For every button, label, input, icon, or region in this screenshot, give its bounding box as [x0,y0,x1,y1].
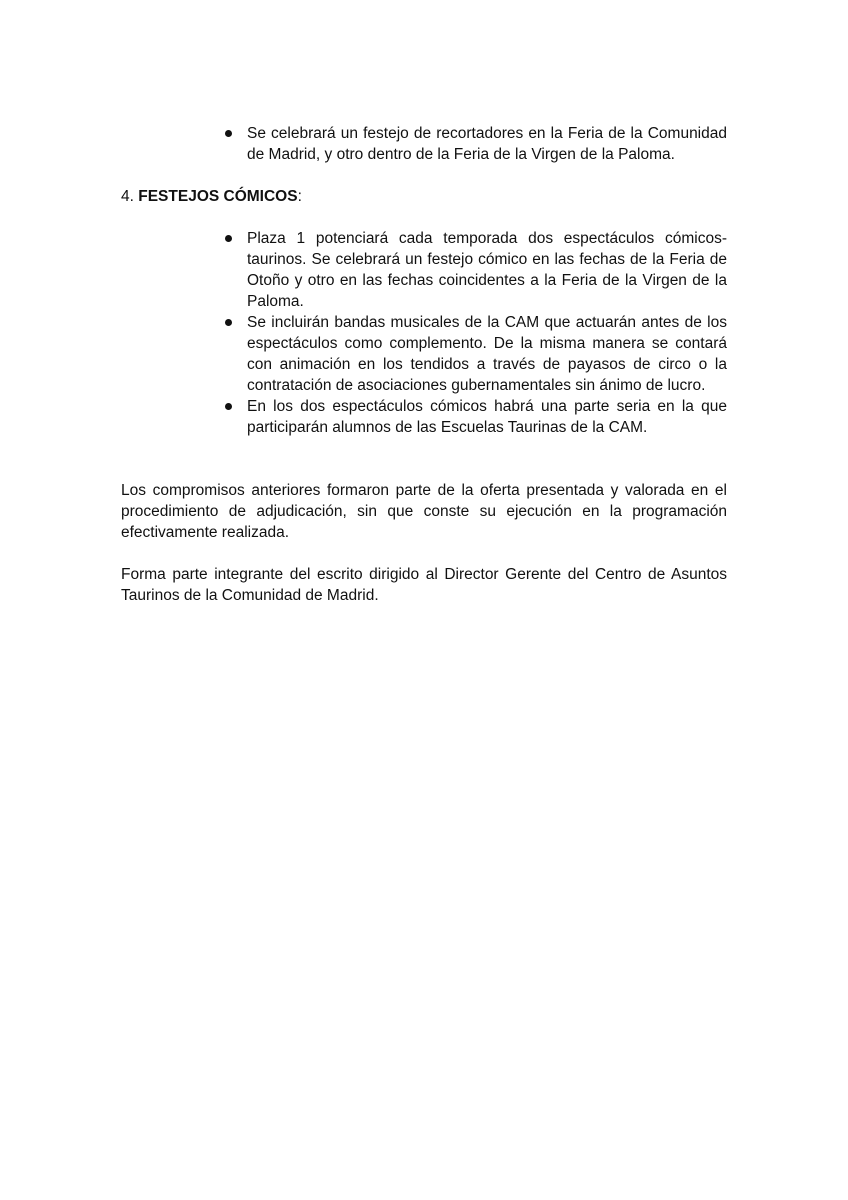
paragraph-integral-part: Forma parte integrante del escrito dirigido al Director Gerente del Centro de Asuntos Taurinos de la Comunidad de Madrid. [121,566,727,604]
section-heading [121,186,727,207]
spacer [121,543,727,564]
section-suffix: : [297,188,302,205]
section-bullet-list [121,228,727,438]
bullet-icon [225,319,232,326]
section-number: 4. [121,188,134,205]
document-body [121,123,727,606]
top-bullet-list [121,123,727,165]
list-item [247,123,727,165]
list-item-text: Se incluirán bandas musicales de la CAM que actuarán antes de los espectáculos como complemento. De la misma manera se contará con animación en los tendidos a través de payasos de circo o la contratación de asociaciones gubernamentales sin ánimo de lucro. [247,314,727,394]
list-item-text: Se celebrará un festejo de recortadores en la Feria de la Comunidad de Madrid, y otro dentro de la Feria de la Virgen de la Paloma. [247,125,727,163]
list-item [247,228,727,312]
list-item-text: Plaza 1 potenciará cada temporada dos espectáculos cómicos-taurinos. Se celebrará un festejo cómico en las fechas de la Feria de Otoño y otro en las fechas coincidentes a la Feria de la Virgen de la Paloma. [247,230,727,310]
bullet-icon [225,403,232,410]
paragraph-commitments: Los compromisos anteriores formaron parte de la oferta presentada y valorada en el procedimiento de adjudicación, sin que conste su ejecución en la programación efectivamente realizada. [121,482,727,541]
spacer [121,438,727,480]
section-title: FESTEJOS CÓMICOS [138,188,298,205]
list-item [247,312,727,396]
bullet-icon [225,130,232,137]
list-item [247,396,727,438]
list-item-text: En los dos espectáculos cómicos habrá una parte seria en la que participarán alumnos de las Escuelas Taurinas de la CAM. [247,398,727,436]
bullet-icon [225,235,232,242]
